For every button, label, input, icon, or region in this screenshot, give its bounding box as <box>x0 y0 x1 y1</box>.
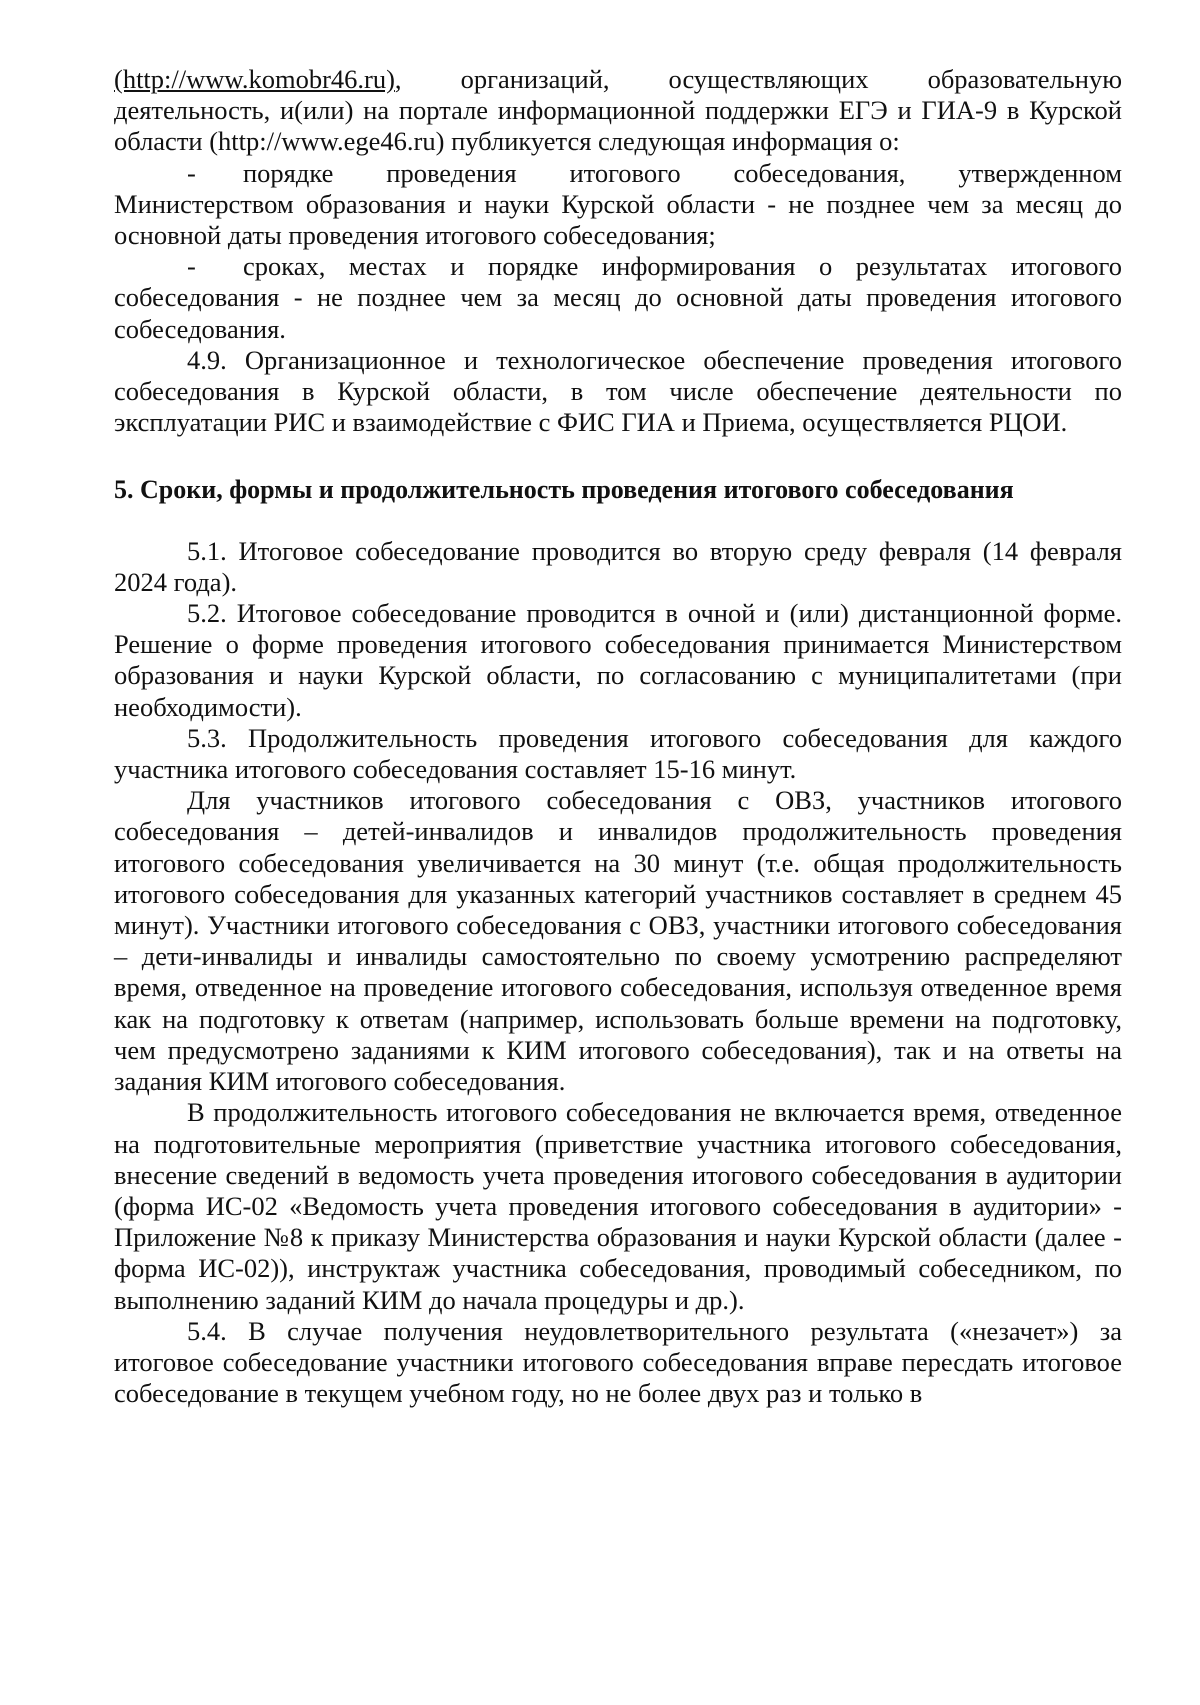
bullet-item <box>114 251 1122 345</box>
bullet-dash: - <box>187 251 196 282</box>
paragraph-5-4: 5.4. В случае получения неудовлетворительного результата («незачет») за итоговое собеседование участники итогового собеседования вправе пересдать итоговое собеседование в текущем учебном году, но не более двух раз и только в <box>114 1315 1122 1409</box>
section-5-heading: 5. Сроки, формы и продолжительность проведения итогового собеседования <box>114 475 1014 505</box>
bullet-dash: - <box>187 157 196 188</box>
paragraph-duration: В продолжительность итогового собеседования не включается время, отведенное на подготовительные мероприятия (приветствие участника итогового собеседования, внесение сведений в ведомость учета проведения итогового собеседования в аудитории (форма ИС-02 «Ведомость учета проведения итогового собеседования в аудитории» - Приложение №8 к приказу Министерства образования и науки Курской области (далее - форма ИС-02)), инструктаж участника собеседования, проводимый собеседником, по выполнению заданий КИМ до начала процедуры и др.). <box>114 1097 1122 1315</box>
paragraph-5-1: 5.1. Итоговое собеседование проводится во вторую среду февраля (14 февраля 2024 года). <box>114 535 1122 597</box>
komobr46-link[interactable]: (http://www.komobr46.ru) <box>114 64 395 94</box>
intro-text: , организаций, осуществляющих образовательную деятельность, и(или) на портале информационной поддержки ЕГЭ и ГИА-9 в Курской области (http://www.ege46.ru) публикуется следующая информация о: <box>114 64 1122 157</box>
paragraph-5-2: 5.2. Итоговое собеседование проводится в очной и (или) дистанционной форме. Решение о форме проведения итогового собеседования принимается Министерством образования и науки Курской области, по согласованию с муниципалитетами (при необходимости). <box>114 598 1122 722</box>
bullet-text: сроках, местах и порядке информирования о результатах итогового собеседования - не позднее чем за месяц до основной даты проведения итогового собеседования. <box>114 251 1122 344</box>
bullet-item <box>114 158 1122 252</box>
intro-paragraph <box>114 64 1122 158</box>
document-page <box>114 64 1122 1409</box>
paragraph-5-3: 5.3. Продолжительность проведения итогового собеседования для каждого участника итогового собеседования составляет 15-16 минут. <box>114 722 1122 785</box>
paragraph-ovz: Для участников итогового собеседования с ОВЗ, участников итогового собеседования – детей-инвалидов и инвалидов продолжительность проведения итогового собеседования увеличивается на 30 минут (т.е. общая продолжительность итогового собеседования для указанных категорий участников составляет в среднем 45 минут). Участники итогового собеседования с ОВЗ, участники итогового собеседования – дети-инвалиды и инвалиды самостоятельно по своему усмотрению распределяют время, отведенное на проведение итогового собеседования, используя отведенное время как на подготовку к ответам (например, использовать больше времени на подготовку, чем предусмотрено заданиями к КИМ итогового собеседования), так и на ответы на задания КИМ итогового собеседования. <box>114 785 1122 1097</box>
paragraph-4-9: 4.9. Организационное и технологическое обеспечение проведения итогового собеседования в Курской области, в том числе обеспечение деятельности по эксплуатации РИС и взаимодействие с ФИС ГИА и Приема, осуществляется РЦОИ. <box>114 344 1122 438</box>
bullet-text: порядке проведения итогового собеседования, утвержденном Министерством образования и науки Курской области - не позднее чем за месяц до основной даты проведения итогового собеседования; <box>114 157 1122 251</box>
